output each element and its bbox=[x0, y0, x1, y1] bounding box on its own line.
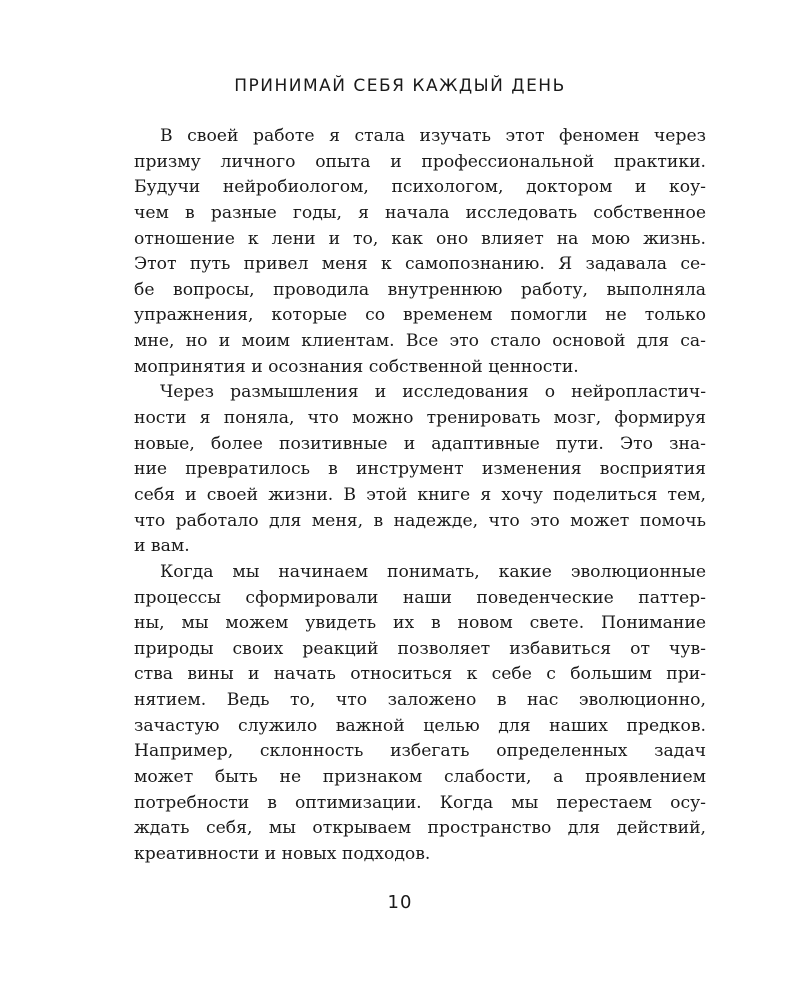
text-line: Например, склонность избегать определенных задач bbox=[134, 741, 706, 762]
text-line: ны, мы можем увидеть их в новом свете. Понимание bbox=[134, 613, 706, 634]
text-line: нятием. Ведь то, что заложено в нас эволюционно, bbox=[134, 690, 706, 711]
body-text bbox=[134, 124, 706, 868]
text-line: ждать себя, мы открываем пространство для действий, bbox=[134, 818, 706, 839]
text-line: ние превратилось в инструмент изменения восприятия bbox=[134, 459, 706, 480]
text-line: мне, но и моим клиентам. Все это стало основой для са- bbox=[134, 331, 706, 352]
text-line: себя и своей жизни. В этой книге я хочу поделиться тем, bbox=[134, 484, 706, 505]
text-line: может быть не признаком слабости, а проявлением bbox=[134, 767, 706, 788]
text-line: В своей работе я стала изучать этот феномен через bbox=[160, 126, 706, 146]
text-line: креативности и новых подходов. bbox=[134, 843, 431, 864]
text-line: чем в разные годы, я начала исследовать собственное bbox=[134, 202, 706, 223]
text-line: природы своих реакций позволяет избавиться от чув- bbox=[134, 638, 706, 659]
text-line: что работало для меня, в надежде, что это может помочь bbox=[134, 510, 706, 531]
text-line: потребности в оптимизации. Когда мы перестаем осу- bbox=[134, 792, 706, 813]
text-line: процессы сформировали наши поведенческие паттер- bbox=[134, 587, 706, 608]
text-line: упражнения, которые со временем помогли не только bbox=[134, 305, 706, 326]
text-line: ности я поняла, что можно тренировать мозг, формируя bbox=[134, 408, 706, 429]
paragraph-2 bbox=[134, 380, 706, 559]
text-line: зачастую служило важной целью для наших предков. bbox=[134, 715, 706, 736]
text-line: Будучи нейробиологом, психологом, доктором и коу- bbox=[134, 177, 706, 198]
text-line: ства вины и начать относиться к себе с большим при- bbox=[134, 664, 706, 685]
running-head: ПРИНИМАЙ СЕБЯ КАЖДЫЙ ДЕНЬ bbox=[234, 76, 566, 96]
page-number: 10 bbox=[387, 892, 413, 913]
text-line: Этот путь привел меня к самопознанию. Я задавала се- bbox=[134, 254, 706, 275]
text-line: новые, более позитивные и адаптивные пути. Это зна- bbox=[134, 433, 706, 454]
text-line: мопринятия и осознания собственной ценности. bbox=[134, 356, 579, 377]
text-line: бе вопросы, проводила внутреннюю работу, выполняла bbox=[134, 279, 706, 300]
text-line: Через размышления и исследования о нейропластич- bbox=[160, 382, 706, 403]
paragraph-1 bbox=[134, 124, 706, 380]
paragraph-3 bbox=[134, 560, 706, 868]
text-line: призму личного опыта и профессиональной практики. bbox=[134, 151, 706, 172]
text-line: Когда мы начинаем понимать, какие эволюционные bbox=[160, 561, 706, 582]
text-line: отношение к лени и то, как оно влияет на мою жизнь. bbox=[134, 228, 706, 249]
text-line: и вам. bbox=[134, 536, 190, 557]
